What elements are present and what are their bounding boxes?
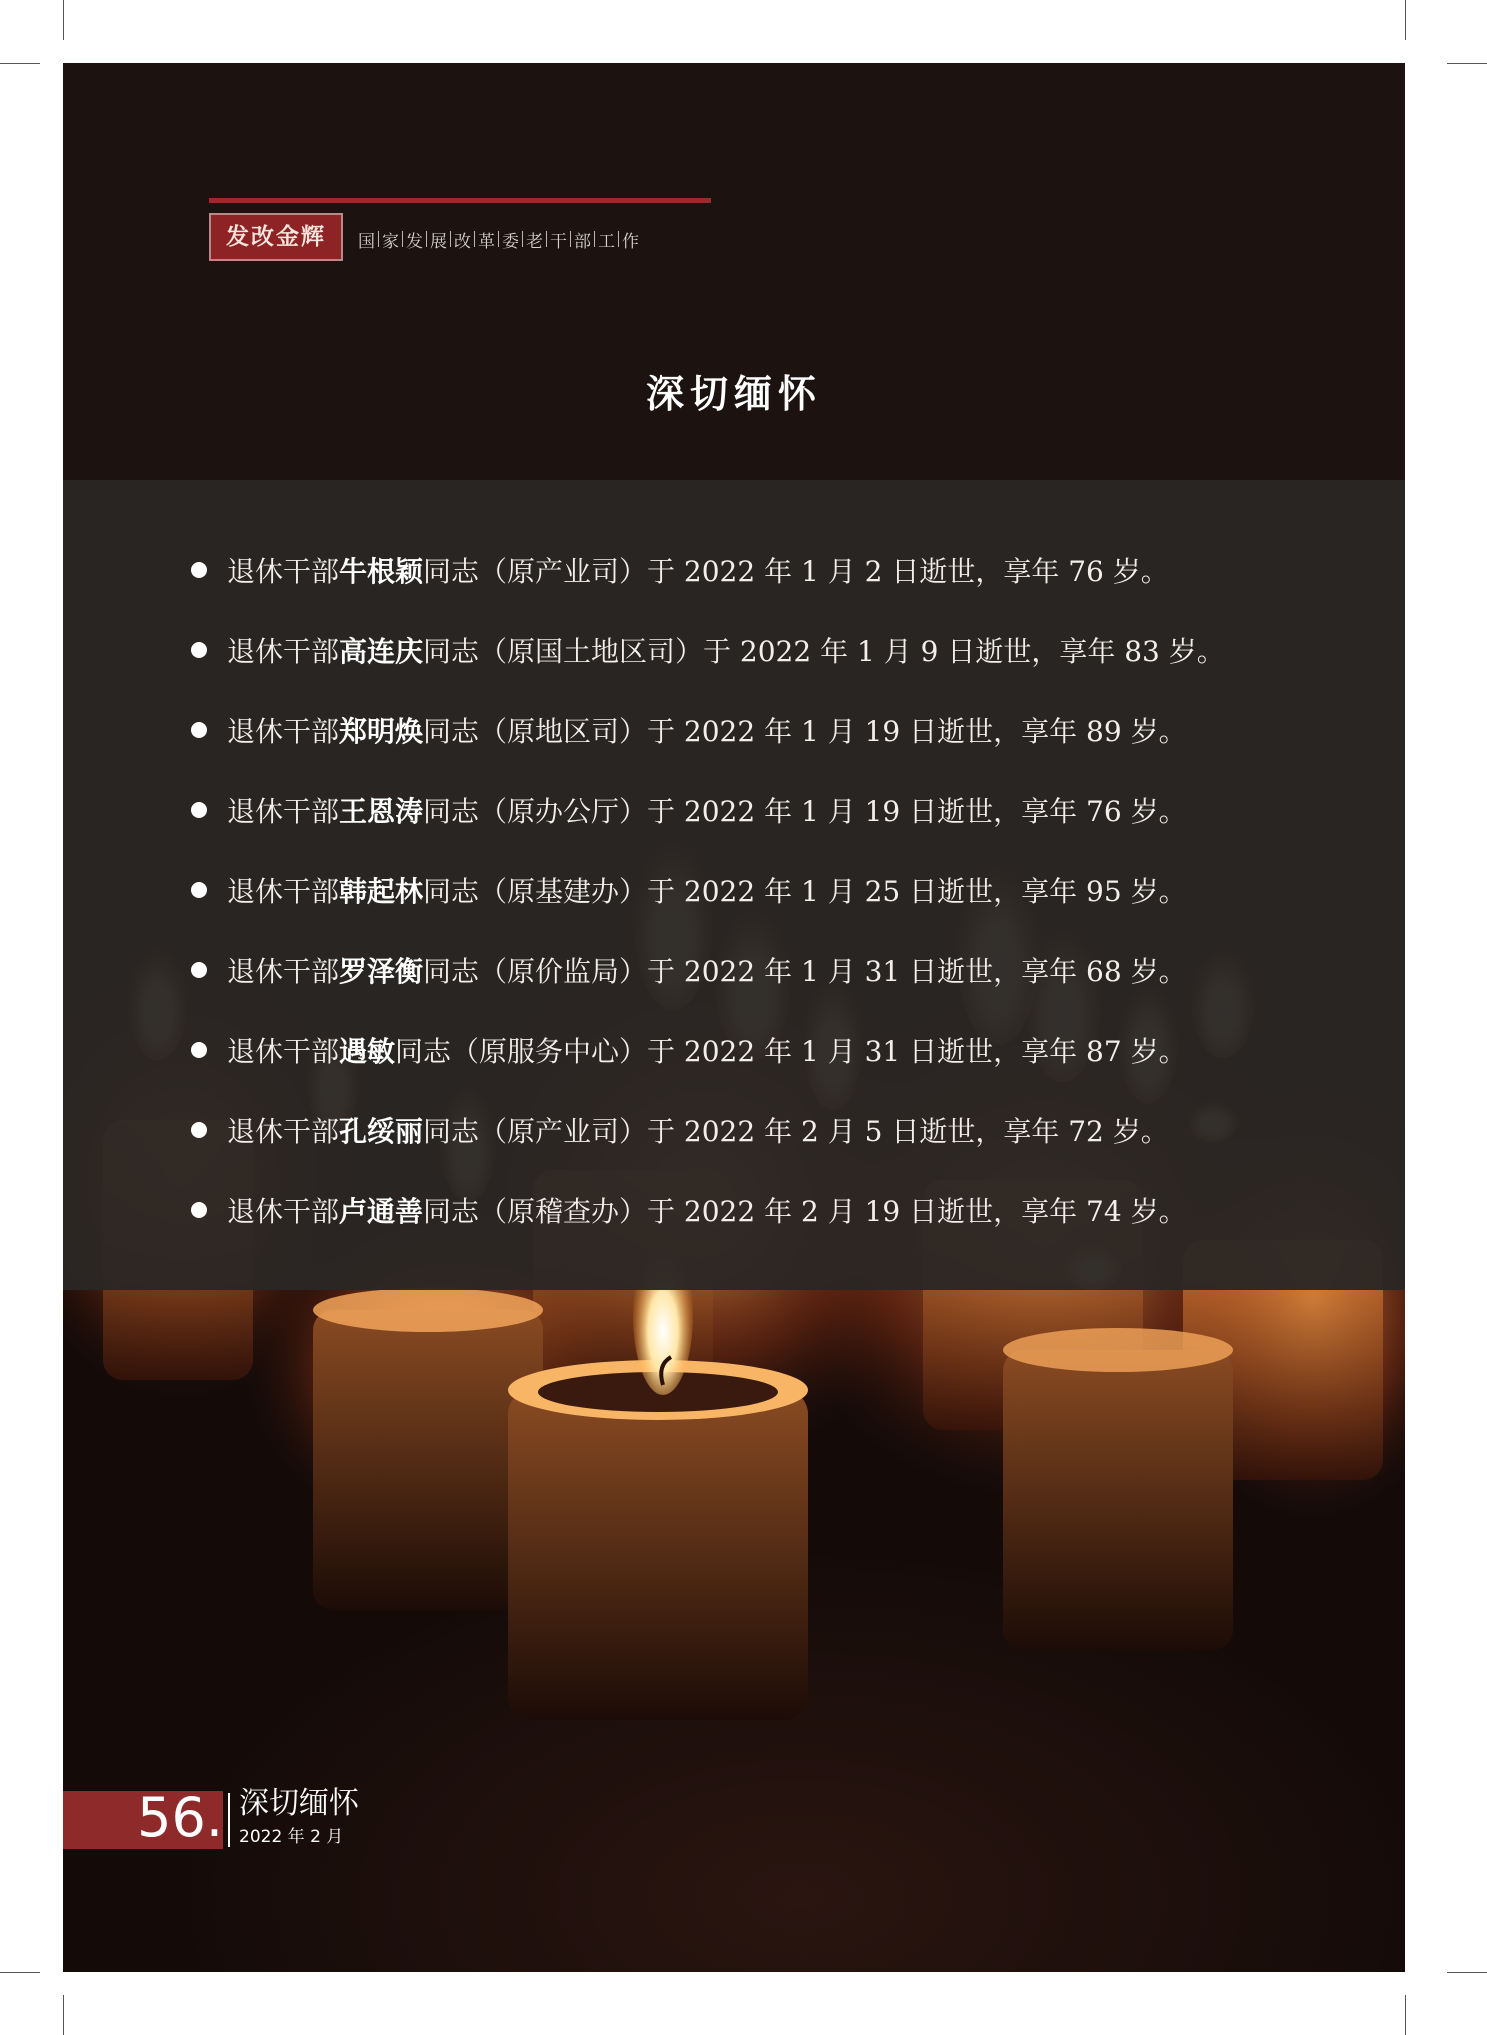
entry-details: 同志（原稽查办）于 2022 年 2 月 19 日逝世，享年 74 岁。 xyxy=(423,1195,1187,1228)
entry-details: 同志（原价监局）于 2022 年 1 月 31 日逝世，享年 68 岁。 xyxy=(423,955,1187,988)
magazine-page xyxy=(63,63,1405,1972)
folio-issue-date: 2022 年 2 月 xyxy=(239,1827,344,1847)
crop-mark xyxy=(1447,1972,1487,1973)
bullet-dot-icon xyxy=(191,1202,207,1218)
entry-name: 罗泽衡 xyxy=(339,955,424,988)
entry-details: 同志（原服务中心）于 2022 年 1 月 31 日逝世，享年 87 岁。 xyxy=(395,1035,1187,1068)
page-title: 深切缅怀 xyxy=(645,372,822,416)
crop-mark xyxy=(0,1972,40,1973)
obituary-entry xyxy=(191,1170,1225,1250)
obituary-entry xyxy=(191,1090,1225,1170)
obituary-entry xyxy=(191,530,1225,610)
entry-details: 同志（原基建办）于 2022 年 1 月 25 日逝世，享年 95 岁。 xyxy=(423,875,1187,908)
entry-name: 王恩涛 xyxy=(339,795,424,828)
tagline-char: 老 xyxy=(526,231,543,252)
obituary-entry xyxy=(191,610,1225,690)
crop-mark xyxy=(1405,1995,1406,2035)
entry-details: 同志（原产业司）于 2022 年 1 月 2 日逝世，享年 76 岁。 xyxy=(423,555,1169,588)
obituary-entry xyxy=(191,770,1225,850)
entry-details: 同志（原产业司）于 2022 年 2 月 5 日逝世，享年 72 岁。 xyxy=(423,1115,1169,1148)
entry-details: 同志（原地区司）于 2022 年 1 月 19 日逝世，享年 89 岁。 xyxy=(423,715,1187,748)
entry-name: 孔绥丽 xyxy=(339,1115,424,1148)
entry-prefix: 退休干部 xyxy=(227,1035,340,1068)
entry-prefix: 退休干部 xyxy=(227,635,340,668)
tagline-char: 部 xyxy=(574,231,591,252)
crop-mark xyxy=(63,1995,64,2035)
crop-mark xyxy=(63,0,64,40)
entry-prefix: 退休干部 xyxy=(227,875,340,908)
obituary-list xyxy=(191,530,1225,1250)
obituary-entry xyxy=(191,930,1225,1010)
bullet-dot-icon xyxy=(191,962,207,978)
tagline-char: 作 xyxy=(622,231,639,252)
crop-mark xyxy=(0,63,40,64)
bullet-dot-icon xyxy=(191,642,207,658)
bullet-dot-icon xyxy=(191,882,207,898)
entry-name: 卢通善 xyxy=(339,1195,424,1228)
bullet-dot-icon xyxy=(191,562,207,578)
entry-prefix: 退休干部 xyxy=(227,1115,340,1148)
bullet-dot-icon xyxy=(191,722,207,738)
bullet-dot-icon xyxy=(191,802,207,818)
tagline-char: 工 xyxy=(598,231,615,252)
entry-prefix: 退休干部 xyxy=(227,1195,340,1228)
entry-details: 同志（原办公厅）于 2022 年 1 月 19 日逝世，享年 76 岁。 xyxy=(423,795,1187,828)
tagline-char: 委 xyxy=(502,231,519,252)
folio-divider xyxy=(228,1793,230,1847)
crop-mark xyxy=(1447,63,1487,64)
tagline-char: 展 xyxy=(430,231,447,252)
tagline-char: 家 xyxy=(382,231,399,252)
bullet-dot-icon xyxy=(191,1122,207,1138)
tagline-char: 国 xyxy=(358,231,375,252)
entry-prefix: 退休干部 xyxy=(227,795,340,828)
entry-name: 韩起林 xyxy=(339,875,424,908)
folio-section-title: 深切缅怀 xyxy=(239,1786,359,1821)
obituary-entry xyxy=(191,850,1225,930)
magazine-logo: 发改金辉 xyxy=(209,213,343,261)
obituary-panel xyxy=(63,480,1405,1290)
entry-prefix: 退休干部 xyxy=(227,555,340,588)
tagline-char: 干 xyxy=(550,231,567,252)
entry-name: 郑明焕 xyxy=(339,715,424,748)
tagline-char: 革 xyxy=(478,231,495,252)
tagline-char: 发 xyxy=(406,231,423,252)
tagline xyxy=(355,227,642,251)
crop-mark xyxy=(1405,0,1406,40)
page-number: 56. xyxy=(137,1786,223,1849)
entry-name: 高连庆 xyxy=(339,635,424,668)
entry-prefix: 退休干部 xyxy=(227,715,340,748)
entry-name: 遇敏 xyxy=(339,1035,396,1068)
tagline-char: 改 xyxy=(454,231,471,252)
header-rule xyxy=(209,198,711,203)
obituary-entry xyxy=(191,690,1225,770)
bullet-dot-icon xyxy=(191,1042,207,1058)
obituary-entry xyxy=(191,1010,1225,1090)
entry-details: 同志（原国土地区司）于 2022 年 1 月 9 日逝世，享年 83 岁。 xyxy=(423,635,1225,668)
entry-name: 牛根颖 xyxy=(339,555,424,588)
entry-prefix: 退休干部 xyxy=(227,955,340,988)
